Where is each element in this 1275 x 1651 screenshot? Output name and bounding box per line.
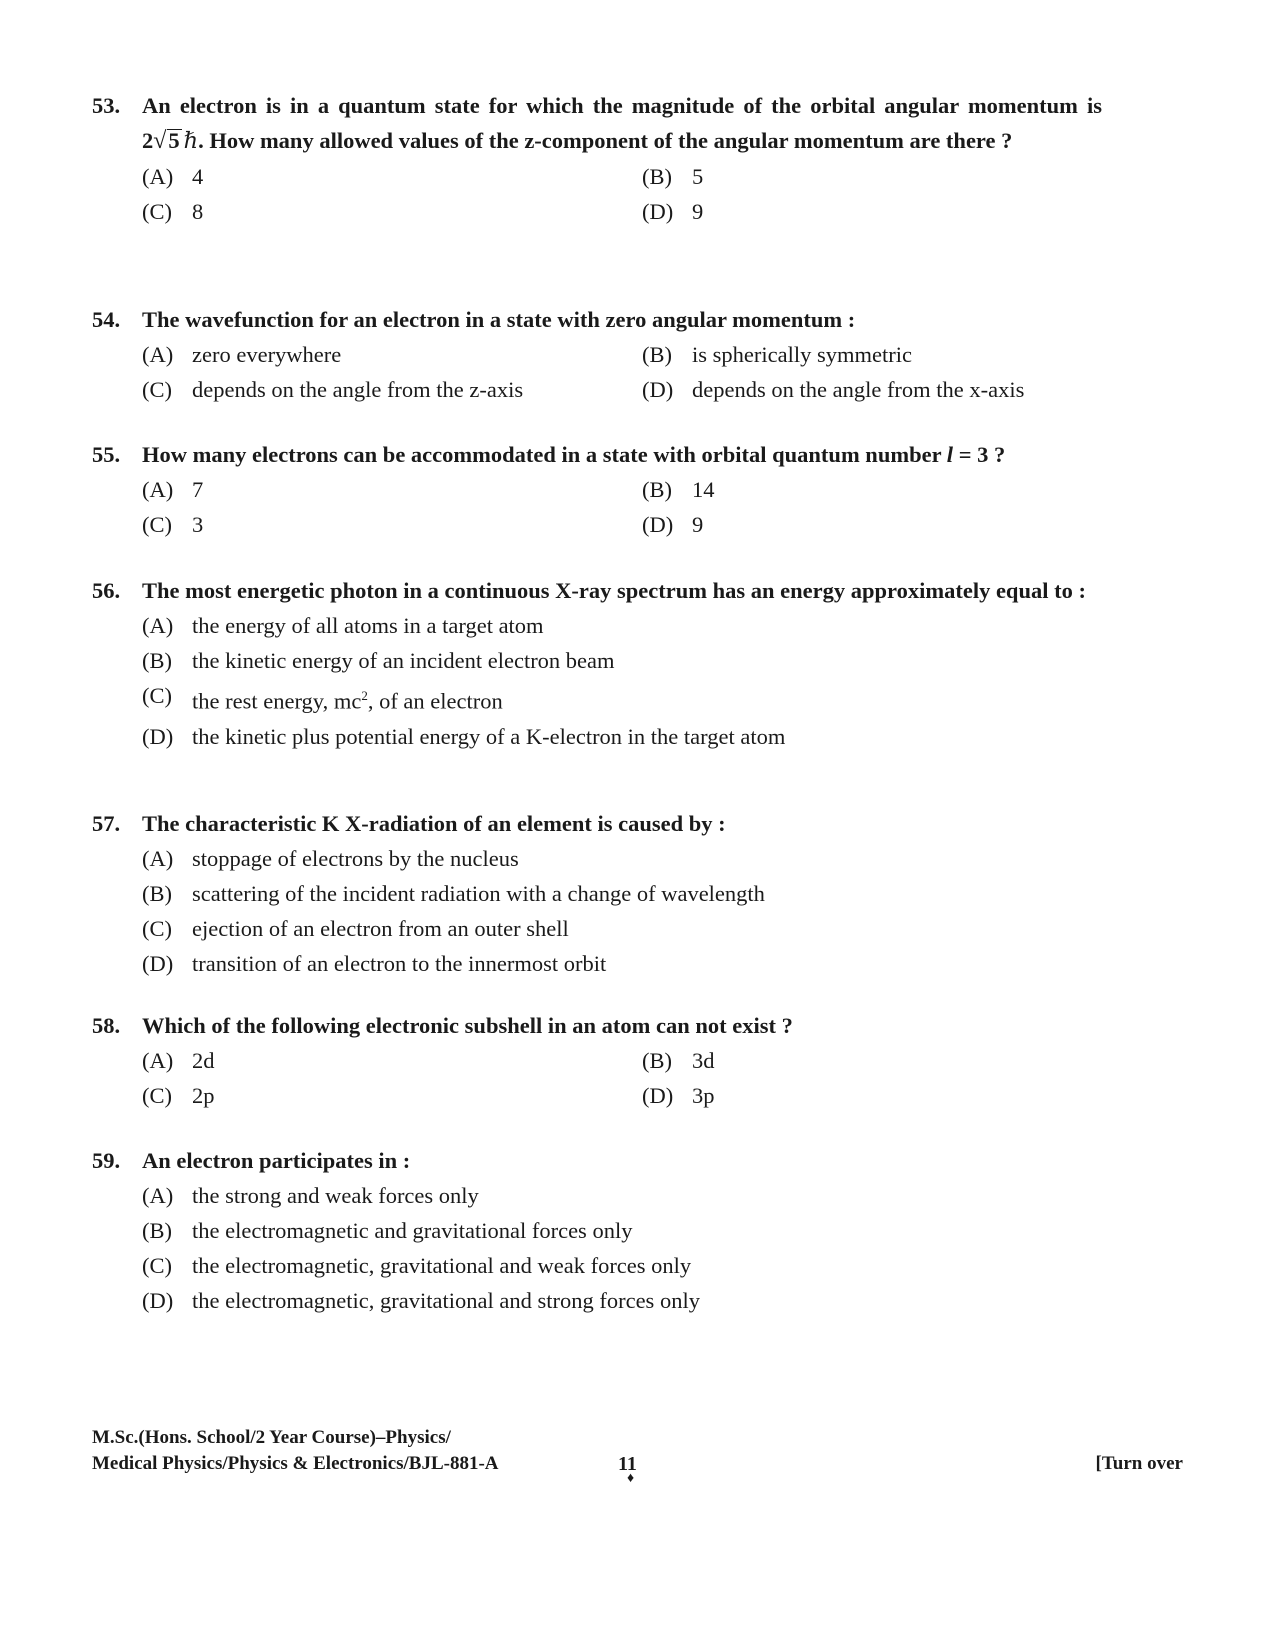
option-d: [642, 194, 1102, 229]
option-a: [142, 159, 642, 194]
angular-momentum-expression: [142, 128, 198, 153]
option-text: depends on the angle from the z-axis: [192, 377, 524, 402]
option-label: (B): [642, 477, 672, 502]
question-text-part: = 3 ?: [958, 442, 1006, 467]
question-59: [92, 1143, 1102, 1318]
option-text-part: , of an electron: [367, 688, 503, 714]
footer-course-line2: Medical Physics/Physics & Electronics/BJL-881-A: [92, 1453, 499, 1474]
question-text: The most energetic photon in a continuous X-ray spectrum has an energy approximately equal to :: [142, 578, 1086, 603]
options-list: [142, 1178, 1102, 1318]
question-number: 56.: [92, 578, 121, 603]
option-text: 3p: [692, 1083, 715, 1108]
option-label: (D): [142, 1288, 174, 1313]
option-text: 9: [692, 512, 704, 537]
question-text-part: An electron is in a quantum state for which the magnitude of the orbital angular momentum is: [142, 93, 1102, 118]
turn-over-note: [Turn over: [1095, 1453, 1183, 1474]
option-d: [142, 1283, 1102, 1318]
question-number: 53.: [92, 93, 121, 118]
option-label: (D): [642, 199, 674, 224]
option-text: 2d: [192, 1048, 215, 1073]
option-label: (A): [142, 1183, 174, 1208]
options-grid: [142, 337, 1102, 407]
option-label: (D): [142, 723, 174, 749]
option-label: (A): [142, 477, 174, 502]
option-text: the electromagnetic and gravitational forces only: [192, 1218, 633, 1243]
footer-course-line1: M.Sc.(Hons. School/2 Year Course)–Physics/: [92, 1427, 451, 1448]
option-a: [142, 1043, 642, 1078]
option-text: 9: [692, 199, 704, 224]
option-text: zero everywhere: [192, 342, 342, 367]
option-a: [142, 337, 642, 372]
option-label: (A): [142, 846, 174, 871]
option-label: (C): [142, 199, 172, 224]
option-c: [142, 507, 642, 542]
question-number: 57.: [92, 811, 121, 836]
option-d: [142, 719, 1102, 754]
question-text-part: How many electrons can be accommodated in a state with orbital quantum number: [142, 442, 942, 467]
option-b: [642, 337, 1102, 372]
question-text: [142, 88, 1102, 159]
question-number: 58.: [92, 1013, 121, 1038]
option-label: (C): [142, 1253, 172, 1278]
question-text: [142, 437, 1102, 472]
math-radicand: 5: [168, 128, 180, 153]
option-c: [142, 678, 1102, 719]
question-text: Which of the following electronic subshell in an atom can not exist ?: [142, 1013, 793, 1038]
option-text: 4: [192, 164, 204, 189]
question-text: The wavefunction for an electron in a state with zero angular momentum :: [142, 307, 856, 332]
superscript: 2: [361, 688, 368, 703]
option-label: (C): [142, 1083, 172, 1108]
option-c: [142, 911, 1102, 946]
option-d: [642, 372, 1102, 407]
option-text: scattering of the incident radiation with a change of wavelength: [192, 881, 765, 906]
option-label: (C): [142, 916, 172, 941]
option-b: [142, 643, 1102, 678]
question-56: [92, 573, 1102, 754]
option-label: (B): [642, 1048, 672, 1073]
option-label: (D): [142, 951, 174, 976]
options-grid: [142, 159, 1102, 229]
option-label: (C): [142, 377, 172, 402]
options-list: [142, 841, 1102, 981]
option-label: (D): [642, 1083, 674, 1108]
option-text: the kinetic plus potential energy of a K-electron in the target atom: [192, 723, 786, 749]
question-text: The characteristic K X-radiation of an element is caused by :: [142, 811, 726, 836]
math-coefficient: 2: [142, 128, 154, 153]
option-text: stoppage of electrons by the nucleus: [192, 846, 519, 871]
question-number: 55.: [92, 442, 121, 467]
option-text: 3: [192, 512, 204, 537]
option-text: 8: [192, 199, 204, 224]
question-text-part: . How many allowed values of the z-component of the angular momentum are there ?: [198, 128, 1013, 153]
option-a: [142, 608, 1102, 643]
question-53: [92, 88, 1102, 229]
option-text: ejection of an electron from an outer shell: [192, 916, 569, 941]
option-b: [642, 1043, 1102, 1078]
option-text: 7: [192, 477, 204, 502]
option-b: [642, 159, 1102, 194]
option-b: [142, 1213, 1102, 1248]
option-d: [642, 507, 1102, 542]
option-label: (A): [142, 164, 174, 189]
question-58: [92, 1008, 1102, 1113]
option-b: [142, 876, 1102, 911]
option-b: [642, 472, 1102, 507]
option-label: (A): [142, 1048, 174, 1073]
option-label: (B): [142, 648, 172, 673]
page-footer: [92, 1425, 1184, 1477]
option-label: (C): [142, 683, 172, 708]
question-number: 59.: [92, 1148, 121, 1173]
option-c: [142, 1078, 642, 1113]
question-text: An electron participates in :: [142, 1148, 411, 1173]
question-57: [92, 806, 1102, 981]
option-text: 2p: [192, 1083, 215, 1108]
option-text: the electromagnetic, gravitational and weak forces only: [192, 1253, 692, 1278]
option-d: [142, 946, 1102, 981]
option-label: (A): [142, 613, 174, 638]
option-text: 5: [692, 164, 704, 189]
option-text: 3d: [692, 1048, 715, 1073]
option-c: [142, 372, 642, 407]
option-label: (B): [642, 342, 672, 367]
option-label: (B): [142, 881, 172, 906]
option-text-part: the rest energy, mc: [192, 688, 362, 714]
options-grid: [142, 472, 1102, 542]
option-a: [142, 472, 642, 507]
question-number: 54.: [92, 307, 121, 332]
option-text: the strong and weak forces only: [192, 1183, 479, 1208]
option-text: [192, 678, 503, 719]
option-text: the electromagnetic, gravitational and strong forces only: [192, 1288, 700, 1313]
option-label: (D): [642, 377, 674, 402]
question-54: [92, 302, 1102, 407]
option-d: [642, 1078, 1102, 1113]
option-text: the kinetic energy of an incident electron beam: [192, 648, 615, 673]
option-a: [142, 841, 1102, 876]
option-label: (B): [642, 164, 672, 189]
option-c: [142, 194, 642, 229]
option-text: transition of an electron to the innermost orbit: [192, 951, 607, 976]
option-text: the energy of all atoms in a target atom: [192, 613, 544, 638]
option-label: (A): [142, 342, 174, 367]
hbar-symbol: ℏ: [183, 128, 199, 153]
option-text: depends on the angle from the x-axis: [692, 377, 1025, 402]
question-55: [92, 437, 1102, 542]
option-label: (D): [642, 512, 674, 537]
option-c: [142, 1248, 1102, 1283]
radical-sign: √: [153, 128, 167, 154]
option-text: is spherically symmetric: [692, 342, 912, 367]
option-label: (B): [142, 1218, 172, 1243]
option-label: (C): [142, 512, 172, 537]
quantum-number-variable: l: [946, 442, 954, 467]
options-list: [142, 608, 1102, 754]
options-grid: [142, 1043, 1102, 1113]
option-a: [142, 1178, 1102, 1213]
page-number: 11: [618, 1453, 637, 1475]
option-text: 14: [692, 477, 715, 502]
diamond-marker: ♦: [627, 1471, 635, 1486]
